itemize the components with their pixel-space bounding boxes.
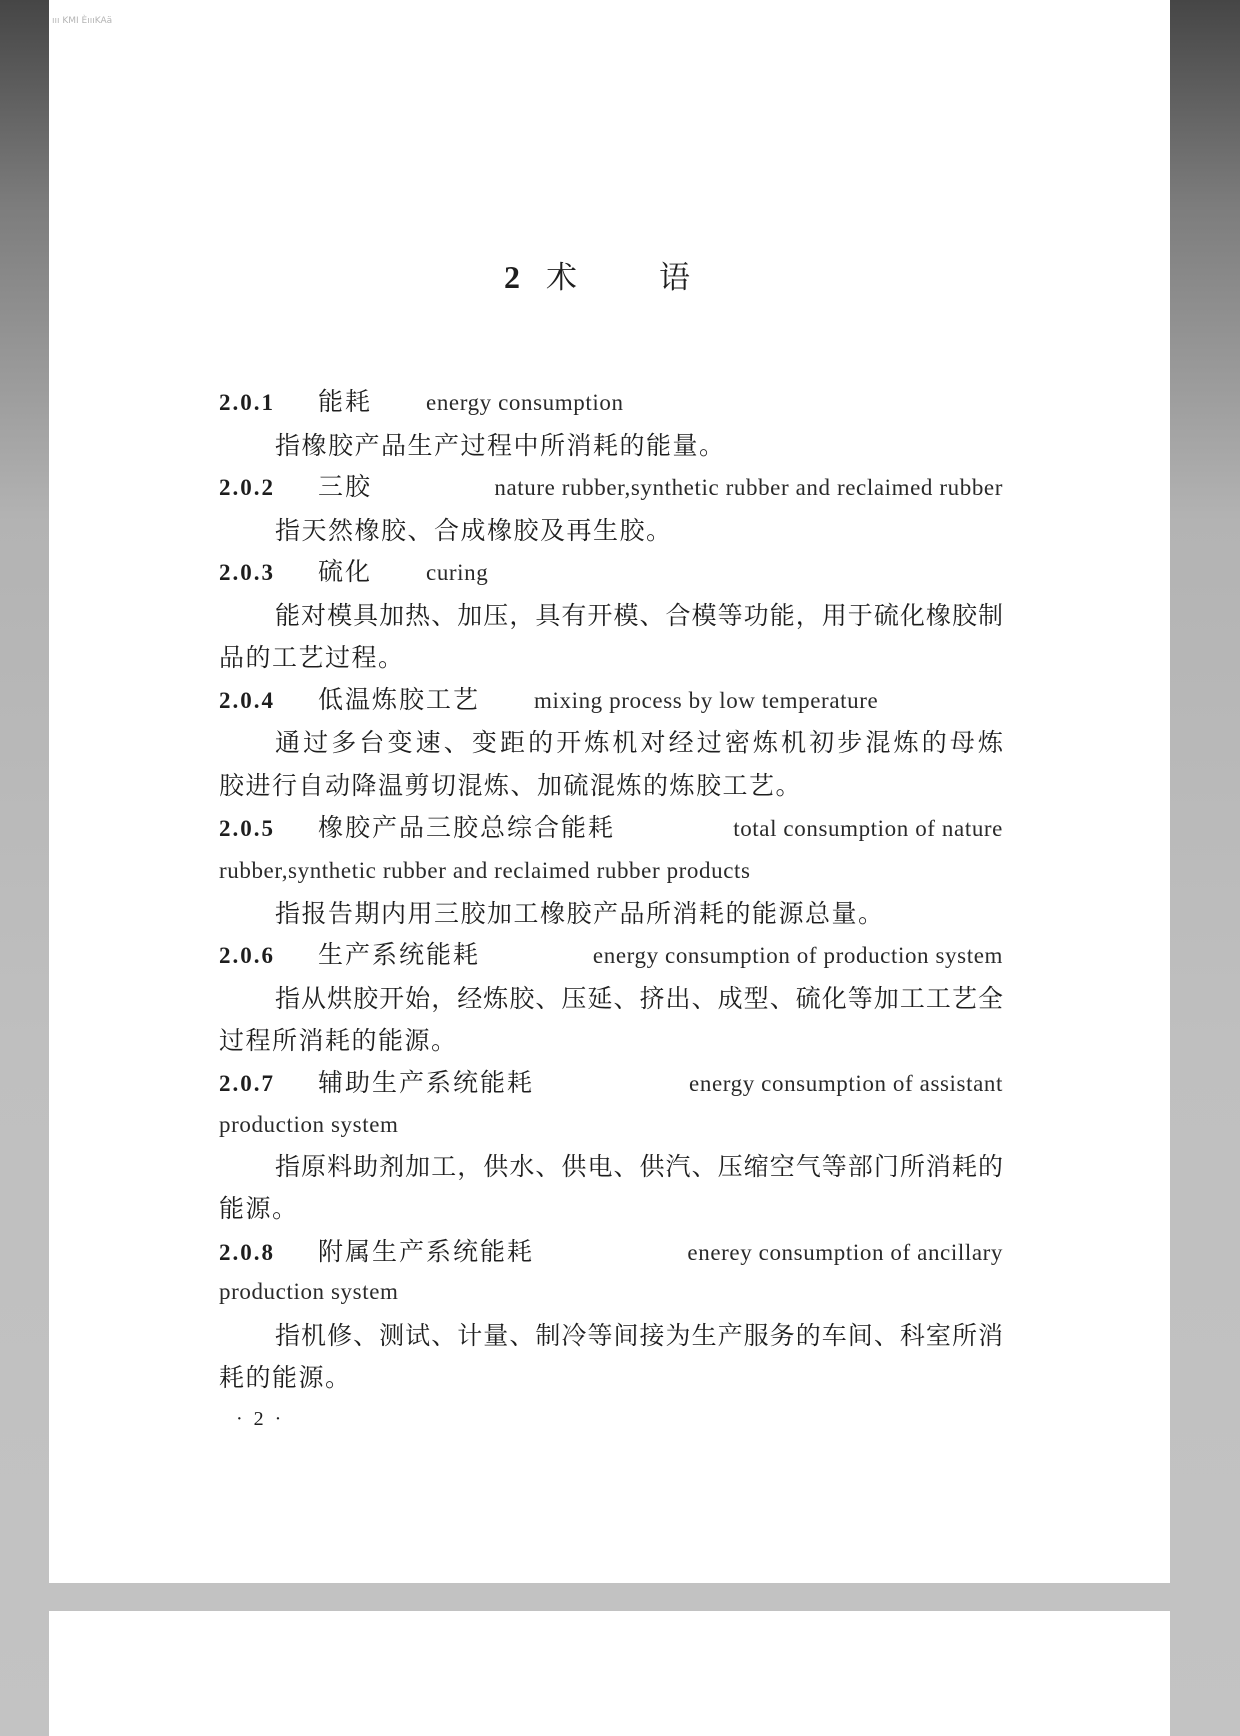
term-row-2-0-3 <box>219 552 1003 592</box>
term-english: energy consumption of assistant <box>689 1071 1003 1096</box>
clause-number: 2.0.5 <box>219 816 275 841</box>
clause-number: 2.0.1 <box>219 390 275 415</box>
term-chinese: 生产系统能耗 <box>318 940 481 969</box>
term-english: energy consumption of production system <box>592 943 1003 968</box>
term-english-continuation: production system <box>219 1112 399 1137</box>
document-page <box>49 0 1170 1583</box>
term-row-2-0-1 <box>219 382 1003 422</box>
page-header-text: ııı KMI ÈıııKAä <box>52 16 113 26</box>
clause-number: 2.0.3 <box>219 560 275 585</box>
term-row-2-0-7 <box>219 1063 1003 1103</box>
term-chinese: 橡胶产品三胶总综合能耗 <box>318 813 616 842</box>
term-english: mixing process by low temperature <box>534 688 879 713</box>
term-english-continuation: rubber,synthetic rubber and reclaimed rubber products <box>219 858 751 883</box>
clause-number: 2.0.7 <box>219 1071 275 1096</box>
definition-line: 指机修、测试、计量、制冷等间接为生产服务的车间、科室所消 <box>275 1321 1003 1350</box>
definition-line: 指报告期内用三胶加工橡胶产品所消耗的能源总量。 <box>275 899 885 928</box>
definition-line: 指从烘胶开始，经炼胶、压延、挤出、成型、硫化等加工工艺全 <box>275 984 1003 1013</box>
term-chinese: 低温炼胶工艺 <box>318 685 481 714</box>
definition-line: 指天然橡胶、合成橡胶及再生胶。 <box>275 516 673 545</box>
term-row-2-0-2 <box>219 467 1003 507</box>
term-row-2-0-6 <box>219 935 1003 975</box>
definition-line: 能源。 <box>219 1194 299 1223</box>
definition-line: 通过多台变速、变距的开炼机对经过密炼机初步混炼的母炼 <box>275 728 1003 757</box>
definition-line: 过程所消耗的能源。 <box>219 1026 458 1055</box>
term-row-2-0-4 <box>219 680 1003 720</box>
clause-number: 2.0.2 <box>219 475 275 500</box>
definition-line: 指原料助剂加工，供水、供电、供汽、压缩空气等部门所消耗的 <box>275 1152 1003 1181</box>
next-document-page <box>49 1611 1170 1736</box>
term-chinese: 三胶 <box>318 472 373 501</box>
term-english: nature rubber,synthetic rubber and reclaimed rubber <box>494 475 1003 500</box>
term-chinese: 辅助生产系统能耗 <box>318 1068 535 1097</box>
term-english-continuation: production system <box>219 1279 399 1304</box>
definition-line: 品的工艺过程。 <box>219 643 405 672</box>
definition-line: 胶进行自动降温剪切混炼、加硫混炼的炼胶工艺。 <box>219 771 803 800</box>
definition-line: 能对模具加热、加压，具有开模、合模等功能，用于硫化橡胶制 <box>275 601 1003 630</box>
definition-line: 耗的能源。 <box>219 1363 352 1392</box>
term-english: enerey consumption of ancillary <box>687 1240 1003 1265</box>
clause-number: 2.0.4 <box>219 688 275 713</box>
term-row-2-0-8 <box>219 1232 1003 1272</box>
term-chinese: 能耗 <box>318 387 373 416</box>
definition-line: 指橡胶产品生产过程中所消耗的能量。 <box>275 431 726 460</box>
chapter-number: 2 <box>504 259 520 295</box>
term-chinese: 附属生产系统能耗 <box>318 1237 535 1266</box>
term-english: total consumption of nature <box>733 816 1003 841</box>
chapter-title <box>504 255 772 299</box>
term-english: curing <box>426 560 489 585</box>
term-english: energy consumption <box>426 390 624 415</box>
page-number: · 2 · <box>236 1408 285 1430</box>
clause-number: 2.0.8 <box>219 1240 275 1265</box>
term-row-2-0-5 <box>219 808 1003 848</box>
clause-number: 2.0.6 <box>219 943 275 968</box>
chapter-title-text: 术语 <box>546 260 772 296</box>
term-chinese: 硫化 <box>318 557 373 586</box>
